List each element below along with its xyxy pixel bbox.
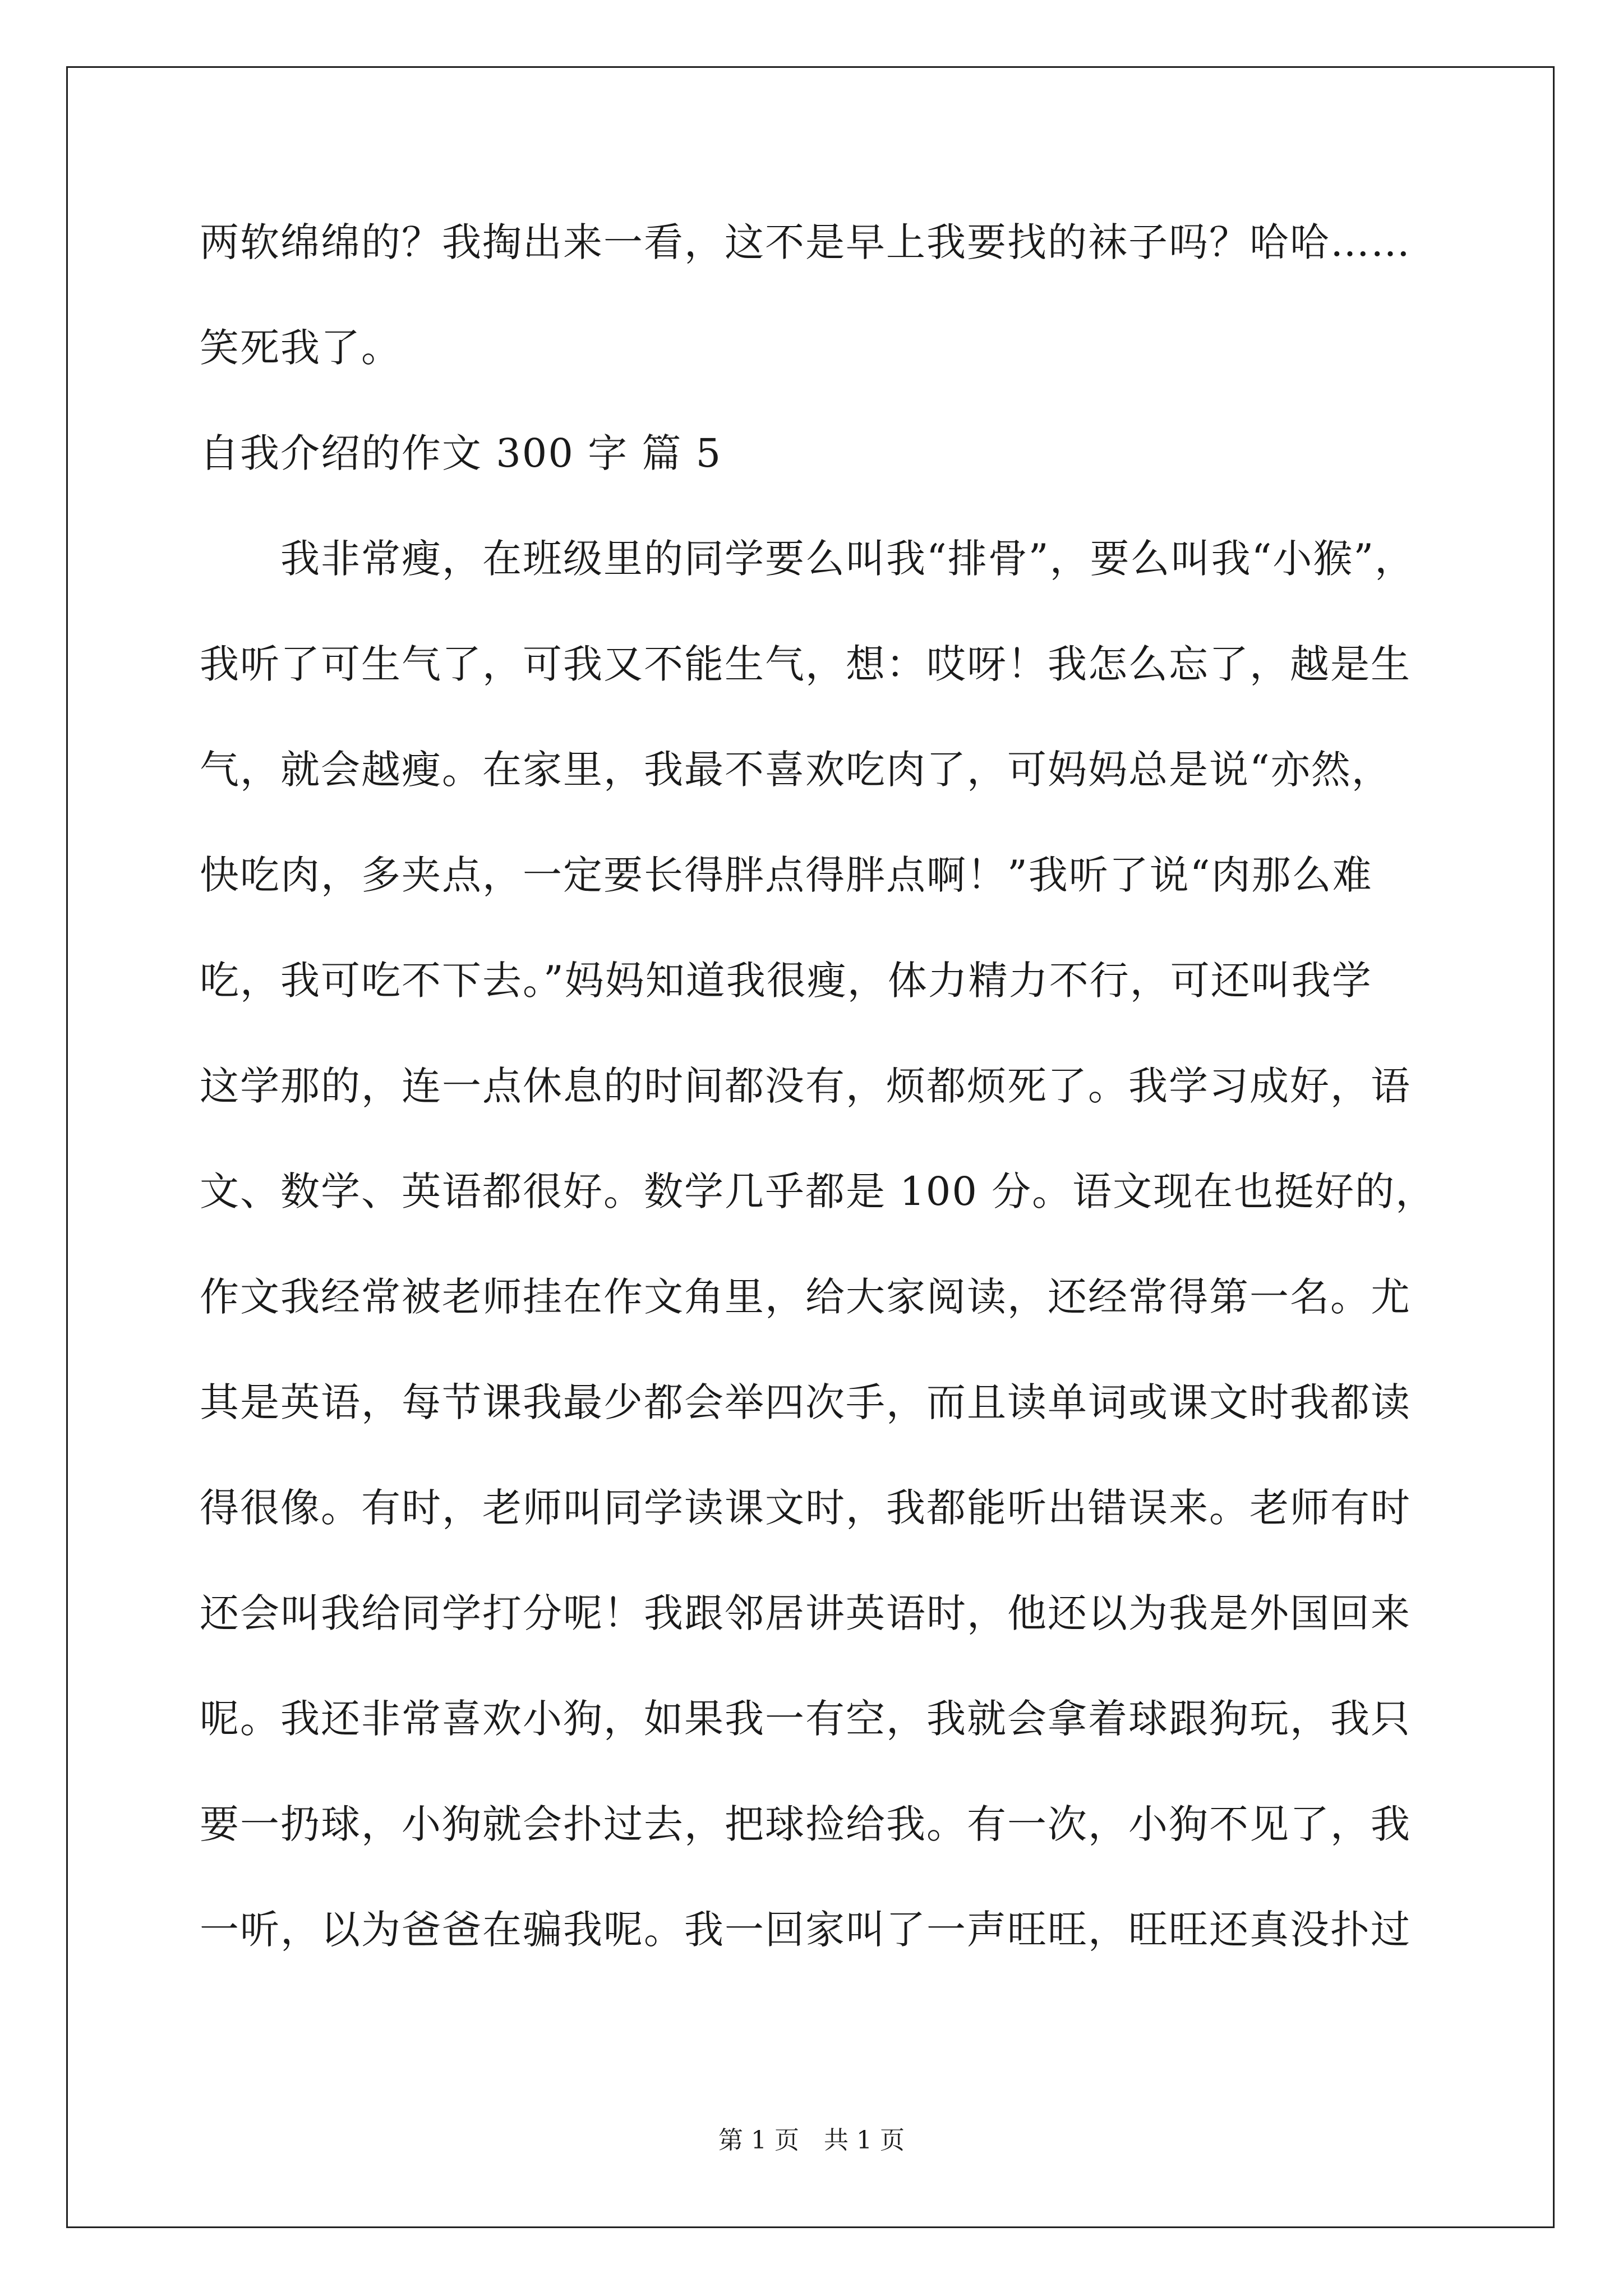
body-line-15: 要一扔球，小狗就会扑过去，把球捡给我。有一次，小狗不见了，我	[200, 1801, 1411, 1847]
page-footer: 第 1 页 共 1 页	[718, 2126, 905, 2155]
body-line-1: 两软绵绵的？我掏出来一看，这不是早上我要找的袜子吗？哈哈……	[200, 219, 1411, 265]
body-line-5: 气，就会越瘦。在家里，我最不喜欢吃肉了，可妈妈总是说“亦然，	[200, 747, 1392, 793]
body-line-8: 这学那的，连一点休息的时间都没有，烦都烦死了。我学习成好，语	[200, 1063, 1411, 1109]
body-line-2: 笑死我了。	[200, 325, 402, 371]
body-line-4: 我听了可生气了，可我又不能生气，想：哎呀！我怎么忘了，越是生	[200, 641, 1411, 687]
body-line-6: 快吃肉，多夹点，一定要长得胖点得胖点啊！”我听了说“肉那么难	[200, 852, 1373, 898]
body-line-14: 呢。我还非常喜欢小狗，如果我一有空，我就会拿着球跟狗玩，我只	[200, 1696, 1411, 1742]
body-line-10: 作文我经常被老师挂在作文角里，给大家阅读，还经常得第一名。尤	[200, 1274, 1411, 1320]
body-line-13: 还会叫我给同学打分呢！我跟邻居讲英语时，他还以为我是外国回来	[200, 1590, 1411, 1636]
body-line-11: 其是英语，每节课我最少都会举四次手，而且读单词或课文时我都读	[200, 1379, 1411, 1425]
body-line-16: 一听，以为爸爸在骗我呢。我一回家叫了一声旺旺，旺旺还真没扑过	[200, 1907, 1411, 1953]
body-line-3: 我非常瘦，在班级里的同学要么叫我“排骨”，要么叫我“小猴”，	[280, 536, 1415, 582]
section-heading: 自我介绍的作文 300 字 篇 5	[200, 430, 722, 476]
body-line-12: 得很像。有时，老师叫同学读课文时，我都能听出错误来。老师有时	[200, 1485, 1411, 1531]
body-line-9: 文、数学、英语都很好。数学几乎都是 100 分。语文现在也挺好的，	[200, 1168, 1436, 1214]
body-line-7: 吃，我可吃不下去。”妈妈知道我很瘦，体力精力不行，可还叫我学	[200, 958, 1372, 1004]
